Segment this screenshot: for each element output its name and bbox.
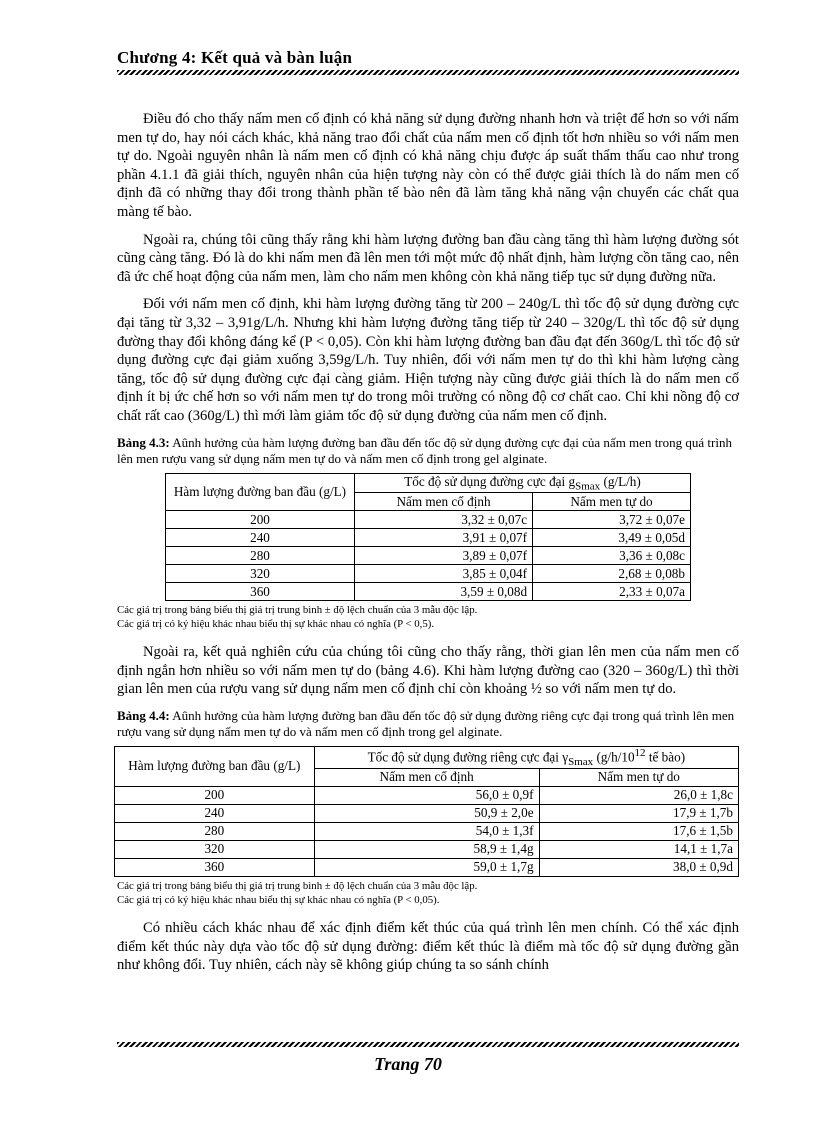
rate-group-header [314,746,738,768]
sugar-cell: 280 [166,547,355,565]
table-header-row [115,746,739,768]
fixed-yeast-cell: 3,85 ± 0,04f [355,565,533,583]
free-yeast-cell: 3,49 ± 0,05d [533,529,691,547]
sugar-cell: 320 [166,565,355,583]
free-yeast-cell: 26,0 ± 1,8c [539,786,738,804]
paragraph: Đối với nấm men cố định, khi hàm lượng đường tăng từ 200 – 240g/L thì tốc độ sử dụng đường cực đại tăng từ 3,32 – 3,91g/L/h. Nhưng khi hàm lượng đường tăng tiếp từ 240 – 320g/L thì tốc độ sử dụng đường thay đổi không đáng kể (P < 0,05). Còn khi hàm lượng đường ban đầu đạt đến 360g/L thì tốc độ sử dụng đường cực đại giảm xuống 3,59g/L/h. Tuy nhiên, đối với nấm men tự do thì khi hàm lượng càng tăng, tốc độ sử dụng đường cực đại càng giảm. Hiện tượng này cũng được giải thích là do nấm men cố định ít bị ức chế hơn so với nấm men tự do trong môi trường có nồng độ cơ chất cao. Chỉ khi nồng độ cơ chất rất cao (360g/L) thì mới làm giảm tốc độ sử dụng đường của nấm men cố định. [117,296,739,424]
rate-subscript: Smax [575,480,601,493]
header-rule [117,70,739,75]
paragraph: Ngoài ra, kết quả nghiên cứu của chúng tôi cũng cho thấy rằng, thời gian lên men của nấm men cố định ngắn hơn nhiều so với nấm men tự do (bảng 4.6). Khi hàm lượng đường cao (320 – 360g/L) thì thời gian lên men của rượu vang sử dụng nấm men cố định chỉ còn khoảng ½ so với nấm men tự do. [117,644,739,698]
free-yeast-cell: 17,6 ± 1,5b [539,822,738,840]
table-row [166,529,691,547]
sugar-cell: 320 [115,840,315,858]
table-caption-text: Aûnh hưởng của hàm lượng đường ban đầu đến tốc độ sử dụng đường riêng cực đại trong quá trình lên men rượu vang sử dụng nấm men tự do và nấm men cố định trong gel alginate. [117,707,735,739]
sugar-rate-table [165,473,691,602]
table-note: Các giá trị có ký hiệu khác nhau biểu thị sự khác nhau có nghĩa (P < 0,05). [117,893,440,906]
table-row [115,840,739,858]
paragraph: Ngoài ra, chúng tôi cũng thấy rằng khi hàm lượng đường ban đầu càng tăng thì hàm lượng đường sót cũng càng tăng. Đó là do khi nấm men đã lên men tới một mức độ nhất định, hàm lượng cồn tăng cao, nên đã ức chế hoạt động của nấm men, làm cho nấm men không còn khả năng tiếp tục sử dụng đường nữa. [117,231,739,285]
fixed-yeast-cell: 54,0 ± 1,3f [314,822,539,840]
sugar-cell: 280 [115,822,315,840]
free-yeast-header: Nấm men tự do [539,768,738,786]
table-label: Bảng 4.3: [117,434,170,450]
fixed-yeast-cell: 50,9 ± 2,0e [314,804,539,822]
free-yeast-cell: 17,9 ± 1,7b [539,804,738,822]
sugar-cell: 360 [166,583,355,601]
rate-unit: (g/h/10 [593,749,635,765]
sugar-cell: 240 [166,529,355,547]
specific-rate-table [114,746,739,877]
free-yeast-cell: 3,36 ± 0,08c [533,547,691,565]
free-yeast-header: Nấm men tự do [533,493,691,511]
free-yeast-cell: 14,1 ± 1,7a [539,840,738,858]
rate-group-header [355,473,691,493]
free-yeast-cell: 2,33 ± 0,07a [533,583,691,601]
page-number: Trang 70 [374,1054,442,1074]
table-row [115,786,739,804]
table-note: Các giá trị có ký hiệu khác nhau biểu thị sự khác nhau có nghĩa (P < 0,5). [117,618,435,631]
sugar-cell: 200 [115,786,315,804]
sugar-cell: 360 [115,858,315,876]
sugar-column-header: Hàm lượng đường ban đầu (g/L) [166,473,355,511]
free-yeast-cell: 2,68 ± 0,08b [533,565,691,583]
table-header-row [166,473,691,493]
footer-rule [117,1042,739,1047]
table-row [115,804,739,822]
table-row [166,547,691,565]
fixed-yeast-cell: 3,91 ± 0,07f [355,529,533,547]
rate-group-header-text: Tốc độ sử dụng đường cực đại g [404,473,576,489]
paragraph: Điều đó cho thấy nấm men cố định có khả năng sử dụng đường nhanh hơn và triệt để hơn so với nấm men tự do, hay nói cách khác, khả năng trao đổi chất của nấm men cố định tốt hơn nhiều so với nấm men tự do. Ngoài nguyên nhân là nấm men cố định có khả năng chịu được áp suất thẩm thấu cao như trong phần 4.1.1 đã giải thích, nguyên nhân của hiện tượng này còn có thể được giải thích là do nấm men cố định đã có những thay đổi trong thành phần tế bào nên đã làm tăng khả năng vận chuyển các chất qua màng tế bào. [117,111,739,220]
free-yeast-cell: 3,72 ± 0,07e [533,511,691,529]
paragraph: Có nhiều cách khác nhau để xác định điểm kết thúc của quá trình lên men chính. Có thể xác định điểm kết thúc này dựa vào tốc độ sử dụng đường: điểm kết thúc là điểm mà tốc độ sử dụng đường gần như không đổi. Tuy nhiên, cách này sẽ không giúp chúng ta so sánh chính [117,919,739,974]
fixed-yeast-header: Nấm men cố định [314,768,539,786]
fixed-yeast-cell: 56,0 ± 0,9f [314,786,539,804]
table-caption [117,708,739,740]
table-notes [117,879,739,907]
table-row [115,858,739,876]
fixed-yeast-cell: 59,0 ± 1,7g [314,858,539,876]
free-yeast-cell: 38,0 ± 0,9d [539,858,738,876]
table-row [115,822,739,840]
rate-group-header-text: Tốc độ sử dụng đường riêng cực đại γ [367,749,569,765]
table-note: Các giá trị trong bảng biểu thị giá trị trung bình ± độ lệch chuẩn của 3 mẫu độc lập. [117,879,478,892]
rate-unit: (g/L/h) [600,473,641,489]
sugar-cell: 200 [166,511,355,529]
table-row [166,583,691,601]
table-row [166,511,691,529]
fixed-yeast-cell: 3,59 ± 0,08d [355,583,533,601]
table-caption [117,435,739,467]
fixed-yeast-cell: 3,32 ± 0,07c [355,511,533,529]
rate-superscript: 12 [634,746,646,759]
table-notes [117,603,739,631]
sugar-cell: 240 [115,804,315,822]
table-caption-text: Aûnh hưởng của hàm lượng đường ban đầu đến tốc độ sử dụng đường cực đại của nấm men trong quá trình lên men rượu vang sử dụng nấm men tự do và nấm men cố định trong gel alginate. [117,434,732,466]
table-row [166,565,691,583]
sugar-column-header: Hàm lượng đường ban đầu (g/L) [115,746,315,786]
table-note: Các giá trị trong bảng biểu thị giá trị trung bình ± độ lệch chuẩn của 3 mẫu độc lập. [117,604,478,617]
table-label: Bảng 4.4: [117,707,170,723]
chapter-title: Chương 4: Kết quả và bàn luận [117,48,353,67]
fixed-yeast-header: Nấm men cố định [355,493,533,511]
page-content [117,110,739,984]
fixed-yeast-cell: 58,9 ± 1,4g [314,840,539,858]
rate-unit-tail: tế bào) [645,749,686,765]
rate-subscript: Smax [568,755,594,768]
fixed-yeast-cell: 3,89 ± 0,07f [355,547,533,565]
